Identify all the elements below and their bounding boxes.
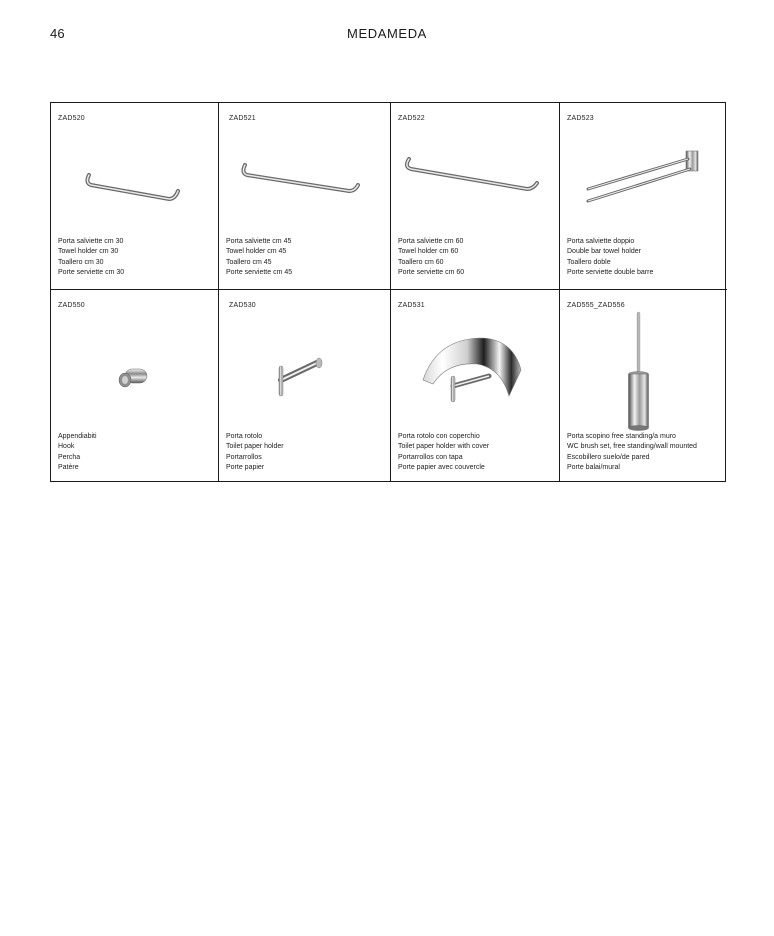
product-card-zad555-zad556 bbox=[559, 289, 727, 481]
desc-line-en: Hook bbox=[58, 443, 75, 451]
product-code: ZAD521 bbox=[229, 115, 256, 122]
product-code: ZAD550 bbox=[58, 302, 85, 309]
product-card-zad523 bbox=[559, 103, 727, 289]
desc-line-it: Porta salviette cm 45 bbox=[226, 238, 292, 245]
desc-line-fr: Patère bbox=[58, 463, 79, 471]
wc-brush-icon bbox=[624, 310, 654, 432]
covered-paper-holder-icon bbox=[419, 334, 523, 406]
product-description bbox=[58, 432, 97, 473]
desc-line-en: Toilet paper holder with cover bbox=[398, 443, 490, 451]
product-description bbox=[398, 432, 489, 473]
product-card-zad521 bbox=[218, 103, 390, 289]
desc-line-fr: Porte serviette double barre bbox=[567, 268, 654, 276]
desc-line-es: Toallero doble bbox=[567, 258, 611, 266]
towel-bar-30-icon bbox=[81, 167, 181, 207]
desc-line-es: Toallero cm 30 bbox=[58, 258, 104, 266]
desc-line-fr: Porte serviette cm 60 bbox=[398, 268, 465, 276]
product-card-zad531 bbox=[390, 289, 559, 481]
product-code: ZAD520 bbox=[58, 115, 85, 122]
desc-line-it: Porta salviette doppio bbox=[567, 238, 635, 245]
product-grid bbox=[50, 102, 726, 482]
desc-line-es: Portarrollos con tapa bbox=[398, 453, 463, 461]
desc-line-fr: Porte balai/mural bbox=[567, 463, 620, 471]
desc-line-es: Portarrollos bbox=[226, 453, 262, 461]
product-code: ZAD530 bbox=[229, 302, 256, 309]
desc-line-fr: Porte serviette cm 30 bbox=[58, 268, 125, 276]
product-card-zad530 bbox=[218, 289, 390, 481]
desc-line-en: Toilet paper holder bbox=[226, 443, 284, 451]
double-towel-bar-icon bbox=[578, 149, 703, 207]
desc-line-it: Appendiabiti bbox=[58, 433, 97, 440]
product-description bbox=[398, 237, 464, 278]
product-card-zad520 bbox=[51, 103, 218, 289]
towel-bar-60-icon bbox=[401, 155, 541, 197]
product-description bbox=[567, 237, 653, 278]
desc-line-fr: Porte papier avec couvercle bbox=[398, 463, 485, 471]
product-card-zad550 bbox=[51, 289, 218, 481]
hook-icon bbox=[115, 364, 151, 394]
desc-line-en: Double bar towel holder bbox=[567, 248, 641, 256]
page-number: 46 bbox=[50, 26, 65, 41]
product-description bbox=[58, 237, 124, 278]
product-code: ZAD523 bbox=[567, 115, 594, 122]
desc-line-fr: Porte papier bbox=[226, 463, 265, 471]
brand-title: MEDAMEDA bbox=[347, 26, 427, 41]
toilet-paper-holder-icon bbox=[271, 356, 327, 400]
desc-line-it: Porta rotolo con coperchio bbox=[398, 433, 480, 440]
desc-line-es: Percha bbox=[58, 453, 81, 461]
product-description bbox=[226, 432, 284, 473]
desc-line-fr: Porte serviette cm 45 bbox=[226, 268, 293, 276]
product-code: ZAD531 bbox=[398, 302, 425, 309]
desc-line-es: Toallero cm 45 bbox=[226, 258, 272, 266]
desc-line-it: Porta salviette cm 30 bbox=[58, 238, 124, 245]
product-card-zad522 bbox=[390, 103, 559, 289]
product-description bbox=[226, 237, 292, 278]
desc-line-en: WC brush set, free standing/wall mounted bbox=[567, 443, 697, 451]
desc-line-it: Porta scopino free standing/a muro bbox=[567, 433, 676, 440]
desc-line-en: Towel holder cm 60 bbox=[398, 248, 459, 256]
product-description bbox=[567, 432, 697, 473]
desc-line-en: Towel holder cm 45 bbox=[226, 248, 287, 256]
desc-line-it: Porta rotolo bbox=[226, 433, 263, 440]
towel-bar-45-icon bbox=[237, 159, 362, 199]
product-code: ZAD555_ZAD556 bbox=[567, 302, 625, 309]
desc-line-it: Porta salviette cm 60 bbox=[398, 238, 464, 245]
product-code: ZAD522 bbox=[398, 115, 425, 122]
desc-line-es: Escobillero suelo/de pared bbox=[567, 453, 650, 461]
desc-line-en: Towel holder cm 30 bbox=[58, 248, 119, 256]
desc-line-es: Toallero cm 60 bbox=[398, 258, 444, 266]
